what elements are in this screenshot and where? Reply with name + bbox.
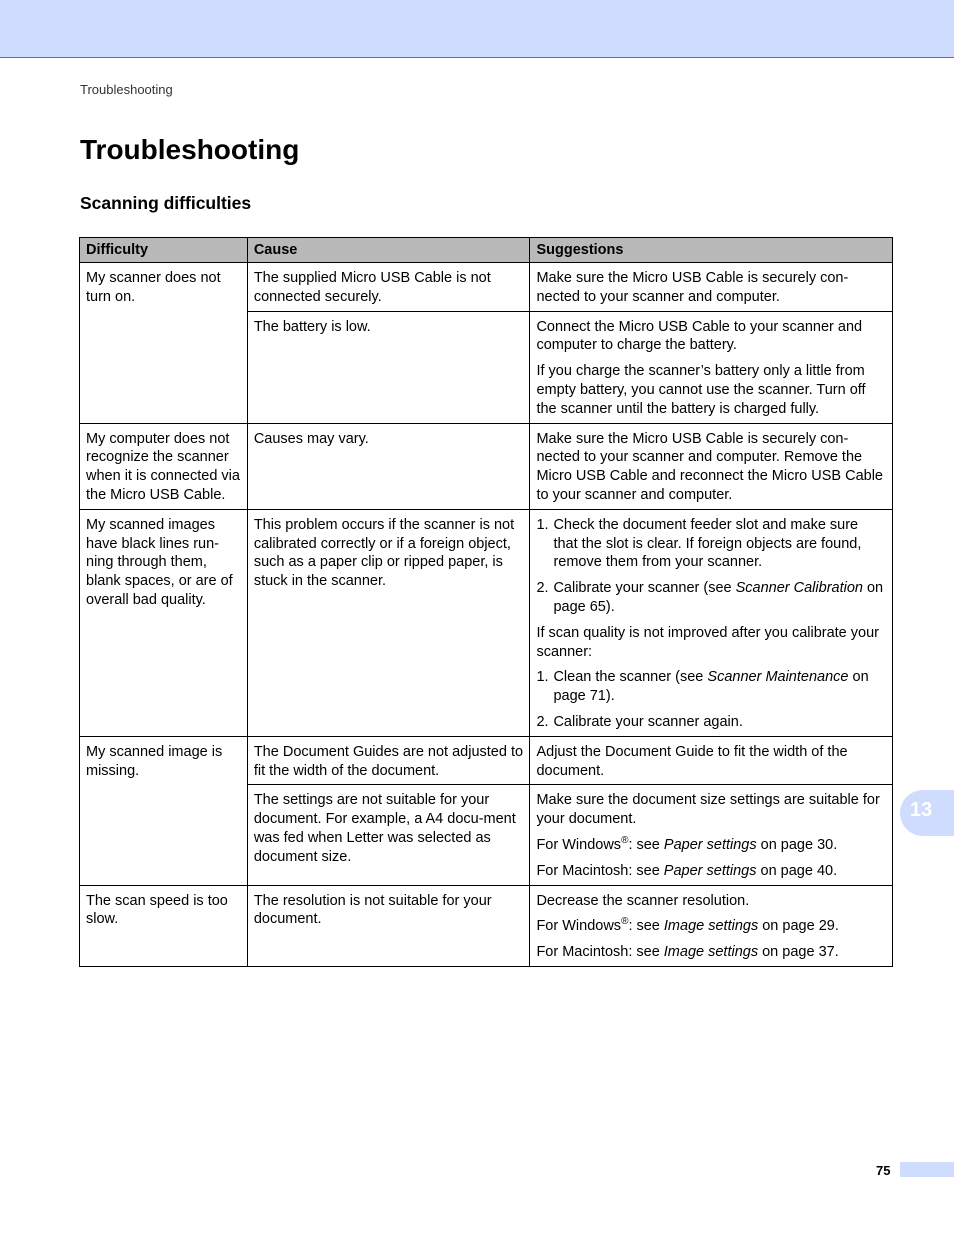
column-header-cause: Cause bbox=[247, 238, 530, 263]
suggestion-cell bbox=[530, 509, 893, 736]
header-band bbox=[0, 0, 954, 58]
step-text: on page 65). bbox=[553, 580, 884, 615]
cause-cell: The battery is low. bbox=[247, 311, 530, 423]
step-text: on page 71). bbox=[553, 669, 869, 705]
suggestion-text bbox=[536, 836, 886, 855]
step-number: 1. bbox=[536, 669, 549, 686]
table-row bbox=[80, 263, 893, 312]
suggestion-text: on page 40. bbox=[756, 862, 838, 879]
suggestion-cell bbox=[530, 785, 893, 885]
suggestion-cell bbox=[530, 885, 893, 966]
step-number: 2. bbox=[536, 713, 549, 730]
cause-cell: Causes may vary. bbox=[247, 423, 530, 509]
suggestion-text: on page 29. bbox=[758, 918, 839, 935]
page-number-bar bbox=[900, 1162, 954, 1177]
registered-mark: ® bbox=[621, 835, 629, 847]
suggestion-text: Connect the Micro USB Cable to your scanner and computer to charge the battery. bbox=[536, 318, 863, 354]
difficulty-cell: My scanned image is missing. bbox=[80, 736, 248, 885]
list-item bbox=[536, 516, 886, 572]
suggestion-text: Decrease the scanner resolution. bbox=[536, 892, 750, 909]
chapter-number: 13 bbox=[910, 799, 933, 821]
cross-reference: Scanner Maintenance bbox=[707, 669, 849, 686]
suggestion-text: Make sure the document size settings are suitable for your document. bbox=[536, 792, 880, 828]
suggestion-text bbox=[536, 917, 886, 936]
suggestion-text: : see bbox=[628, 836, 664, 853]
suggestion-cell bbox=[530, 311, 893, 423]
suggestion-text: : see bbox=[628, 918, 664, 935]
cause-cell: This problem occurs if the scanner is not calibrated correctly or if a foreign object, such as a paper clip or ripped paper, is stuck in the scanner. bbox=[247, 509, 530, 736]
cross-reference: Image settings bbox=[663, 918, 759, 935]
step-number: 1. bbox=[536, 516, 549, 533]
cross-reference: Image settings bbox=[663, 944, 759, 961]
table-row bbox=[80, 885, 893, 966]
cause-cell: The Document Guides are not adjusted to fit the width of the document. bbox=[247, 736, 530, 785]
step-text: Clean the scanner (see bbox=[553, 669, 708, 686]
suggestion-text bbox=[536, 862, 886, 881]
troubleshooting-table bbox=[79, 237, 893, 967]
list-item bbox=[536, 713, 886, 732]
suggestion-text bbox=[536, 943, 886, 962]
cross-reference: Paper settings bbox=[663, 836, 757, 853]
page-number: 75 bbox=[876, 1163, 891, 1178]
os-label: For Windows bbox=[536, 918, 622, 935]
os-label: For Macintosh: see bbox=[536, 862, 664, 879]
cause-cell: The settings are not suitable for your document. For example, a A4 docu-ment was fed when Letter was selected as document size. bbox=[247, 785, 530, 885]
suggestion-text: If you charge the scanner’s battery only a little from empty battery, you cannot use the scanner. Turn off the scanner until the battery is charged fully. bbox=[536, 363, 866, 417]
column-header-suggestions: Suggestions bbox=[530, 238, 893, 263]
os-label: For Macintosh: see bbox=[536, 944, 664, 961]
suggestion-text: on page 37. bbox=[758, 944, 839, 961]
difficulty-cell: The scan speed is too slow. bbox=[80, 885, 248, 966]
step-list bbox=[536, 516, 886, 617]
step-text: Calibrate your scanner (see bbox=[553, 580, 736, 597]
suggestion-cell: Make sure the Micro USB Cable is securely con-nected to your scanner and computer. Remove the Micro USB Cable and reconnect the Micro USB Cable to your scanner and computer. bbox=[530, 423, 893, 509]
section-title: Scanning difficulties bbox=[80, 193, 252, 213]
suggestion-text: If scan quality is not improved after you calibrate your scanner: bbox=[536, 624, 879, 660]
list-item bbox=[536, 668, 886, 706]
table-row bbox=[80, 736, 893, 785]
page-title: Troubleshooting bbox=[80, 134, 300, 165]
table-row bbox=[80, 509, 893, 736]
table-row bbox=[80, 423, 893, 509]
step-list bbox=[536, 668, 886, 731]
difficulty-cell: My scanned images have black lines run-ning through them, blank spaces, or are of overall bad quality. bbox=[80, 509, 248, 736]
os-label: For Windows bbox=[536, 836, 622, 853]
column-header-difficulty: Difficulty bbox=[80, 238, 248, 263]
suggestion-cell: Make sure the Micro USB Cable is securely con-nected to your scanner and computer. bbox=[530, 263, 893, 312]
list-item bbox=[536, 579, 886, 617]
step-text: Check the document feeder slot and make sure that the slot is clear. If foreign objects are found, remove them from your scanner. bbox=[553, 516, 862, 571]
table-header-row bbox=[80, 238, 893, 263]
cross-reference: Scanner Calibration bbox=[735, 580, 863, 597]
cause-cell: The supplied Micro USB Cable is not connected securely. bbox=[247, 263, 530, 312]
running-head: Troubleshooting bbox=[80, 82, 173, 97]
registered-mark: ® bbox=[621, 916, 629, 928]
suggestion-text: on page 30. bbox=[756, 836, 838, 853]
suggestion-cell: Adjust the Document Guide to fit the width of the document. bbox=[530, 736, 893, 785]
difficulty-cell: My scanner does not turn on. bbox=[80, 263, 248, 424]
step-number: 2. bbox=[536, 580, 549, 597]
cross-reference: Paper settings bbox=[663, 862, 757, 879]
difficulty-cell: My computer does not recognize the scanner when it is connected via the Micro USB Cable. bbox=[80, 423, 248, 509]
cause-cell: The resolution is not suitable for your document. bbox=[247, 885, 530, 966]
step-text: Calibrate your scanner again. bbox=[553, 713, 743, 730]
